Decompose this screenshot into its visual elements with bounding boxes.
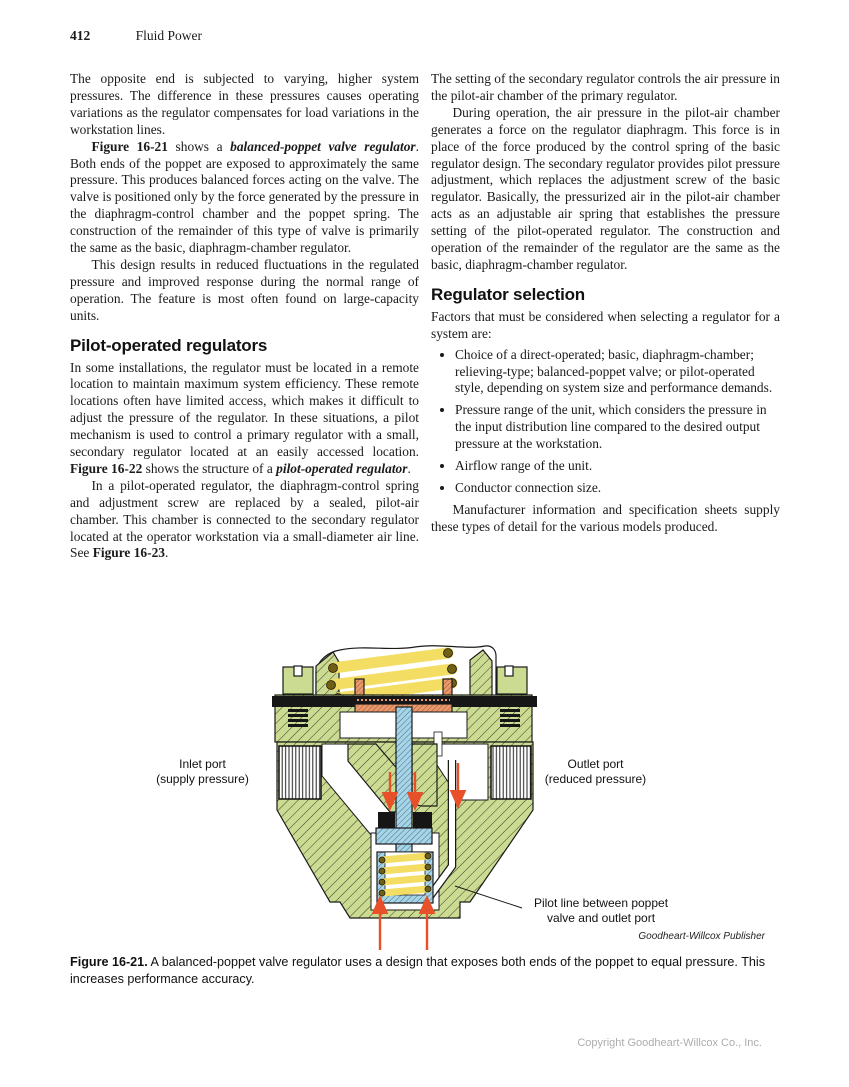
outlet-port-label: Outlet port (reduced pressure) (544, 757, 647, 786)
paragraph: This design results in reduced fluctuations in the regulated pressure and improved response during the normal range of operation. The feature is most often found on large-capacity units. (70, 256, 419, 323)
paragraph: During operation, the air pressure in the pilot-air chamber generates a force on the regulator diaphragm. This force is in place of the force produced by the control spring of the basic regulator design. The secondary regulator provides pilot pressure adjustment, which replaces the adjustment screw of the basic regulator. Basically, the pressurized air in the pilot-air chamber acts as an adjustable air spring that establishes the pressure setting of the pilot-operated regulator. The construction and operation of the remainder of the regulator are the same as the basic, diaphragm-chamber regulator. (431, 104, 780, 272)
page-number: 412 (70, 28, 91, 43)
column-right (431, 71, 780, 562)
section-heading: Regulator selection (431, 284, 585, 304)
poppet-seal-left (378, 812, 395, 828)
bonnet-column-right (470, 650, 492, 697)
paragraph: The setting of the secondary regulator controls the air pressure in the pilot-air chamber of the primary regulator. (431, 71, 780, 103)
figure-caption-number: Figure 16-21. (70, 955, 148, 969)
bonnet-column-left (316, 652, 339, 697)
text-columns (70, 71, 780, 562)
paragraph: In a pilot-operated regulator, the diaphragm-control spring and adjustment screw are replaced by a sealed, pilot-air chamber. This chamber is connected to the secondary regulator located at the operator workstation via a small-diameter air line. See Figure 16-23. (70, 477, 419, 561)
pilot-line-label: Pilot line between poppet valve and outlet port (533, 896, 669, 925)
book-title: Fluid Power (135, 28, 203, 43)
paragraph: Factors that must be considered when selecting a regulator for a system are: (431, 308, 780, 341)
list-item: • Conductor connection size. (455, 480, 780, 497)
inlet-port-label: Inlet port (supply pressure) (156, 757, 249, 786)
poppet-seat-flange (376, 828, 432, 844)
page-header (70, 28, 202, 44)
paragraph: Manufacturer information and specification sheets supply these types of detail for the various models produced. (431, 501, 780, 534)
list-item: • Choice of a direct-operated; basic, diaphragm-chamber; relieving-type; balanced-poppet valve; or pilot-operated style, depending on system size and performance demands. (455, 347, 780, 398)
figure-credit: Goodheart-Willcox Publisher (638, 931, 765, 942)
column-left (70, 71, 419, 562)
list-item: • Airflow range of the unit. (455, 458, 780, 475)
list-item: • Pressure range of the unit, which considers the pressure in the input distribution line compared to the desired output pressure at the workstation. (455, 402, 780, 453)
bullet-list (431, 347, 780, 497)
inlet-port-threads (279, 746, 321, 799)
paragraph: Figure 16-21 shows a balanced-poppet valve regulator. Both ends of the poppet are exposed to approximately the same pressure. This produces balanced forces acting on the valve. The valve is positioned only by the force generated by the pressure in the diaphragm-control chamber and the poppet spring. The construction of the remainder of this type of valve is primarily the same as the basic, diaphragm-chamber regulator. (70, 138, 419, 256)
poppet-seal-right (413, 812, 432, 828)
section-heading: Pilot-operated regulators (70, 335, 268, 355)
figure-caption (70, 954, 782, 988)
figure-caption-text: A balanced-poppet valve regulator uses a design that exposes both ends of the poppet to equal pressure. This increases performance accuracy. (70, 955, 765, 986)
copyright-notice: Copyright Goodheart-Willcox Co., Inc. (577, 1037, 762, 1049)
paragraph: The opposite end is subjected to varying, higher system pressures. The difference in these pressures causes operating variations as the regulator compensates for load variations in the workstation lines. (70, 71, 419, 137)
paragraph: In some installations, the regulator must be located in a remote location to maintain maximum system efficiency. These remote locations often have limited access, which makes it difficult to adjust the pressure of the regulator. In these situations, a pilot mechanism is used to control a primary regulator with a small, secondary regulator located at an easily accessed location. Figure 16-22 shows the structure of a pilot-operated regulator. (70, 359, 419, 476)
